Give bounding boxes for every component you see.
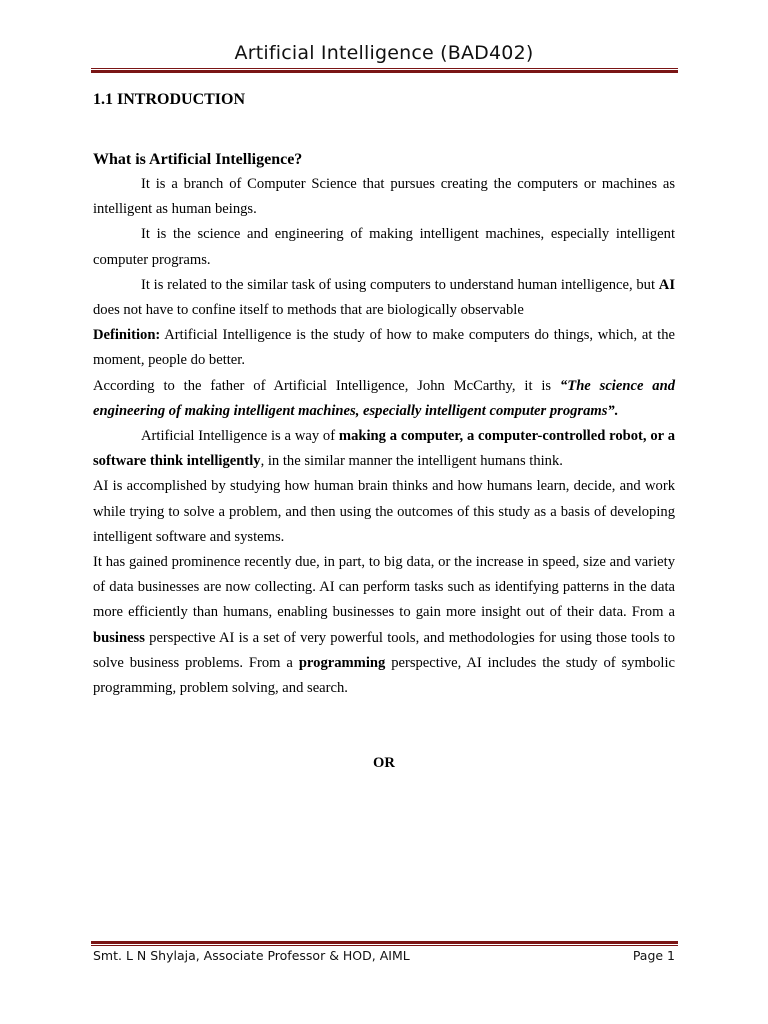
- header-rule: [91, 68, 678, 73]
- definition-text: Artificial Intelligence is the study of how to make computers do things, which, at the moment, people do better.: [93, 327, 675, 369]
- prominence-text-c: perspective AI is a set of very powerful tools, and methodologies for using those tools to solve business problems. From a: [93, 629, 675, 671]
- related-text-c: does not have to confine itself to methods that are biologically observable: [93, 302, 524, 319]
- prominence-text-a: It has gained prominence recently due, in part, to big data, or the increase in speed, size and variety of data businesses are now collecting. AI can perform tasks such as identifying patterns in the data more efficiently than humans, enabling businesses to gain more insight out of their data. From a: [93, 554, 675, 621]
- footer-rule: [91, 941, 678, 946]
- page-body: [93, 88, 675, 776]
- paragraph-accomplished: AI is accomplished by studying how human brain thinks and how humans learn, decide, and work while trying to solve a problem, and then using the outcomes of this study as a basis of developing intelligent software and systems.: [93, 478, 675, 545]
- paragraph-branch: It is a branch of Computer Science that pursues creating the computers or machines as intelligent as human beings.: [93, 176, 675, 218]
- or-label: OR: [373, 755, 395, 772]
- way-text-a: Artificial Intelligence is a way of: [141, 428, 339, 445]
- paragraph-definition: [93, 323, 675, 373]
- related-ai-bold: AI: [658, 276, 675, 293]
- related-text-a: It is related to the similar task of using computers to understand human intelligence, but: [141, 276, 659, 293]
- paragraph-way: [93, 424, 675, 474]
- mccarthy-quote: “The science and engineering of making intelligent machines, especially intelligent computer programs”.: [93, 377, 675, 419]
- mccarthy-intro: According to the father of Artificial Intelligence, John McCarthy, it is: [93, 377, 560, 394]
- way-text-c: , in the similar manner the intelligent humans think.: [260, 453, 563, 470]
- footer-page-number: Page 1: [632, 948, 675, 963]
- prominence-programming-bold: programming: [298, 654, 386, 671]
- paragraph-mccarthy: [93, 374, 675, 424]
- prominence-business-bold: business: [93, 629, 145, 646]
- paragraph-related: [93, 273, 675, 323]
- way-text-bold: making a computer, a computer-controlled robot, or a software think intelligently: [93, 428, 675, 470]
- section-heading: 1.1 INTRODUCTION: [93, 91, 246, 108]
- paragraph-prominence: [93, 550, 675, 701]
- footer-author: Smt. L N Shylaja, Associate Professor & HOD, AIML: [93, 948, 410, 963]
- paragraph-science: It is the science and engineering of making intelligent machines, especially intelligent computer programs.: [93, 226, 675, 268]
- prominence-text-e: perspective, AI includes the study of symbolic programming, problem solving, and search.: [93, 654, 676, 697]
- running-header-title: Artificial Intelligence (BAD402): [234, 42, 534, 64]
- definition-label: Definition:: [93, 327, 161, 344]
- subsection-heading: What is Artificial Intelligence?: [93, 151, 303, 168]
